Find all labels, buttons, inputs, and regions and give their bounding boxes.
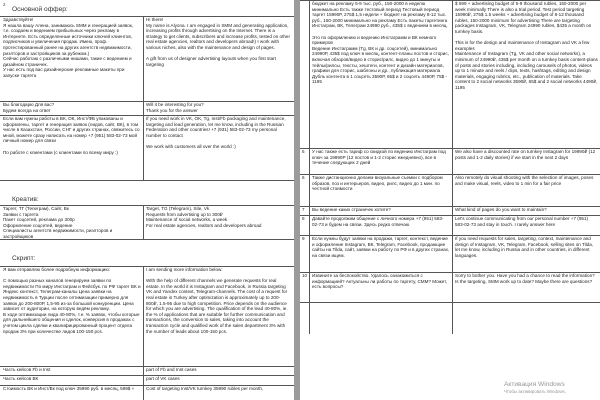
phone-en: Let's continue communicating from our personal number +7 (951) 583-02-73 and stay in touch. I rarely answer here	[455, 216, 590, 227]
script-en-fb-cases: part of Fb and Inst cases	[146, 367, 197, 372]
document-page-left	[0, 0, 294, 400]
pricing-en: $ 599 + advertising budget of 5-9 thousand rubles, 150-2000 per week minimally There is also a trial period. Test period targeting 15990₽, 275$ 1.5 weeks + advertising budget of 8-12 thousand rubles, 150-2000 minimum for advertising There are targeting packages Instagram, VK, Telegram 24990 rubles, $435 a month on turnkey basis. This is for the design and maintenance of Instagram and VK a few examples Maintenance of Instagram (Tg, VK and other social networks), a minimum of 24990₽, 435$ per month on a turnkey basis content-plans of posts and stories including, including carousels of photos, videos up to 1 minute and reels / clips, texts, hashtags, editing and design materials, engaging rubrics, etc., publication of materials. Take content to 2 social networks 3590₽, 65$ and 2 social networks 4490₽, 1195	[455, 1, 598, 90]
watermark-subtitle: Чтобы активировать Windows,	[504, 388, 566, 394]
table-column-divider	[143, 16, 144, 141]
pricing-ru: бюджет на рекламу 5-9 тыс. руб., 150-2000 в неделю минимально Есть также тестовый период Тестовый период таргет 15990Р, 275$ 1,5 недели + бюджет на рекламу 8-12 тыс. руб., 150-2000 минимально на рекламу Есть пакеты таргетинга Инстаграм, ВК, Телеграм 24990 руб., 435$ с ведением в месяц. Это по оформлению и ведению Инстаграмм и ВК немного примеров Ведение Инстаграмм (Тg, ВК и др. соцсетей), минимально 24990Р, 435$ под ключ в месяц, контент-планы постов и сторис, включая обзоров/видео в сторис/рилс, видео до 1 минуты и тейлы/рилсы, тексты, хештеги, контент и дизайн материалов, графики для сторис, шаблоны и др., публикация материала Дубль контента в 1 соцсеть 3590Р, 65$ и 2 соцсеть 4490Р, 75$ - 1195	[312, 1, 449, 85]
row-number: 9	[302, 236, 305, 241]
phone-ru: Давайте продолжим общение с личного номера +7 (951) 583-02-73 и будем на связи. Здесь редко отвечаю	[312, 216, 444, 227]
table-column-divider	[143, 266, 144, 400]
row-number: 10	[302, 273, 308, 278]
offer-ru-greeting: Здравствуйте! Я нашла вашу Алена, занимаюсь SMM и генерацией заявок, т.е. создаем и ведением прибыльных через рекламу в Интернете. Есть определенные источники ключей клиентов, подписчиков и увеличения продаж. Имею, проф. протестированный ранее на других агентств недвижимости, риэлторов и застройщиков за рубежом.) Сейчас работаю с различными нишами, такие с ведением и дизайном страничек. У нас есть под вас дизайнерские рекламные макеты при запуске таргета	[3, 17, 134, 78]
script-ru-vk-cases: Часть кейсов ВК	[3, 376, 39, 381]
table-border	[300, 302, 600, 303]
table-column-divider	[143, 205, 144, 239]
script-ru-fb-cases: Часть кейсов Fb и Inst	[3, 367, 51, 372]
watermark-title: Активация Windows	[504, 380, 565, 388]
offer-en-question: Will it be interesting for you? Thank you for the answer	[146, 102, 204, 113]
row-number: 7	[302, 207, 305, 212]
shooting-ru: Также дистанционно делаем визуальные съемки с подбором образов, поз и интерьеров, видео, рилс, видео до 1 мин. по честной стоимости	[312, 175, 444, 192]
services-en: If you need requests for sales, targeting, context, maintenance and design of Instagram, VK, Telegram, Facebook, selling sites on Tilda, let me know, including in Russia and in other countries, in different languages.	[455, 236, 595, 258]
pages-question-en: What kind of pages do you want to maintain?	[455, 207, 547, 212]
discount-ru: У нас также есть тариф со скидкой по ведению Инстаграм под ключ за 19990Р (12 постов и 1-2 сторис ежедневно), все в течение следующих 2 дней	[312, 149, 448, 166]
pages-question-ru: Вы ведение каких страничек хотите?	[312, 207, 391, 212]
script-ru-price: Стоимость ВК и Инст/Вк под ключ 35990 руб. в месяц, 599$ +	[3, 386, 135, 391]
discount-en: We also have a discounted rate on turnkey Instagram for 19990₽ (12 posts and 1-2 daily stories) if we start in the next 2 days	[455, 149, 597, 160]
section-script-heading: Скрипт:	[12, 255, 36, 262]
section-main-offer-heading: Основной оффер:	[12, 6, 68, 13]
page-number: 2	[3, 2, 6, 7]
row-number: 8	[302, 216, 305, 221]
creative-en: Target, TG (Telegram), Site, Vk Requests from advertising up to 300₽ Maintenance of social networks, a week For real estate agencies, realtors and developers abroad	[146, 206, 262, 228]
table-border	[0, 180, 294, 181]
table-column-divider	[143, 141, 144, 180]
section-creative-heading: Креатив:	[12, 196, 39, 203]
services-ru: Если нужны будут заявки на продажи, таргет, контекст, ведение и оформление Instagram, ВК, Telegram, Facebook, продающие сайты на Tilda, сайт, заявки на работу по РФ и в других странах, на связи ищем.	[312, 236, 451, 258]
offer-en-greeting: Hi there! My name is Alyona. I am engaged in SMM and generating application, increasing profits through advertising on the Internet. There is a strategy to get clients, subscribers and increase profits, tested on other real estate agencies, realtors and developers abroad!) I work with various niches, also with the maintenance and design of pages. A gift from us of designer advertising layouts when you first start targeting	[146, 17, 291, 67]
script-en-price: Cost of targeting Inst/VK turnkey 35990 rubles per month,	[146, 386, 264, 391]
table-column-divider	[452, 0, 453, 334]
row-number: 6	[302, 175, 305, 180]
offer-en-contact: If you need work in VK, OK, Tg, Inst/Fb packaging and maintenance, targeting and lead generation, let me know, including in the Russian Federation and other countries! +7 (931) 583-02-73 my personal number to contact We work with customers all over the world :)	[146, 116, 286, 149]
shooting-en: Also remotely do visual shooting with the selection of images, poses and make visual, reels, video to 1 min for a fair price	[455, 175, 595, 186]
row-number: 5	[302, 149, 305, 154]
document-page-right	[300, 0, 600, 400]
creative-ru: Таргет, ТГ (Телеграм), Сайт, Вк Заявки с таргета Пакет соцсетей, реклама до 300р Оформление соцсетей, ведение Специалисты агентств недвижимости, риэлторов и застройщиков	[3, 206, 113, 239]
script-en-vk-cases: part of VK cases	[146, 376, 180, 381]
script-en-info: I am sending more information below: With the help of different channels we generate requests for real estate. In the world it is Instagram and Facebook, in Russia targeting VK and Yandex context, Telegram-channels. The cost of a request for real estate in Turkey after optimization is approximately up to 200-800₽, 1.5-95 due to high competition. Price depends on the audience for which you are advertising. The qualification of the lead 40-80%, ie. the % of applications that are suitable for further communication and transactions, the conversion to sales, taking into account the transaction cycle and qualified work of the sales department 3% with the number of leads about 100-150 pcs.	[146, 267, 288, 334]
offer-ru-question: Вы благодарю Для вас? Будем всегда на ответ	[3, 102, 55, 113]
table-border	[0, 239, 294, 240]
table-number-divider	[309, 0, 310, 334]
script-ru-info: Я вам отправляю более подробную информацию: С помощью разных каналов генерируем заявки по недвижимости По миру Инстаграм и Фейсбук. по РФ таргет ВК и Яндекс контекст, Телеграм-каналы Цена заявки на недвижимость в Турции после оптимизации примерно для заявок до 200-800Р, 1,5-95 из-за большой конкуренции. Цена зависит от аудитории, на которую ведём рекламу. В ходе оптимизации лида 40-80%, т.е. % заявок, чтобы которые для дальнейшего общения и сделок, конверсия в продажах с учетом цикла сделки и квалифицированный процент отдела продаж 3% при количестве лидов 100-150 pcs.	[3, 267, 141, 334]
followup-ru: Извините за беспокойство. Удалось ознакомиться с информацией? Актуальны ли работы по таргету, СММ? Может, есть вопросы?	[312, 273, 449, 290]
offer-ru-contact: Если вам нужны работы в ВК, ОК, Инст/ФБ упакованы и оформлены, таргет и генерация заявок (лидов, сайт, ВК), в том числе в Казахстан, России, СНГ и других странах, свяжитесь со мной, можете сразу написать на номер +7 (951) 583-02-73 мой личный номер для связи По работе с клиентами (с клиентами по всему миру :)	[3, 116, 140, 155]
followup-en: Sorry to bother you. Have you had a chance to read the information? Is the targeting, SMM work up to date? Maybe there are questions?	[455, 273, 596, 284]
